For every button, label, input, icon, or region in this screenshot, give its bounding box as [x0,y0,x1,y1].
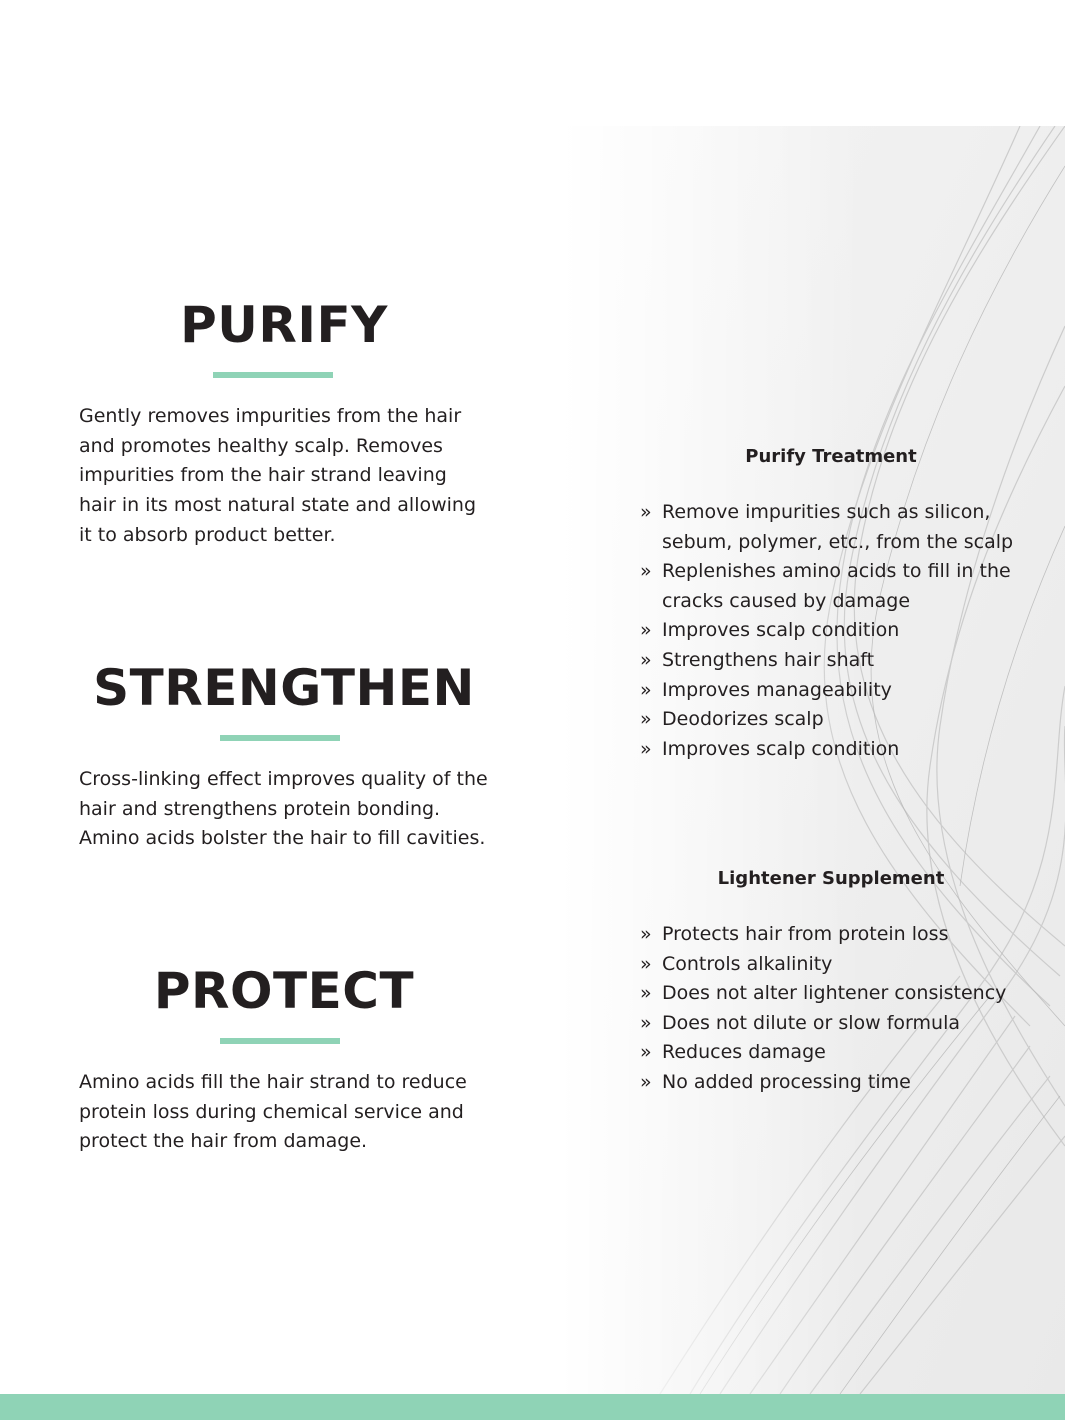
purify-description: Gently removes impurities from the hair and promotes healthy scalp. Removes impurities from the hair strand leaving hair in its most natural state and allowing it to absorb product better. [79,405,477,546]
list-heading: Lightener Supplement [717,868,945,889]
list-item-text: Protects hair from protein loss [662,923,949,945]
bullet-icon: » [640,501,652,523]
list-item [640,950,1040,980]
strengthen-heading: STRENGTHEN [93,659,475,717]
accent-divider [213,372,333,378]
bullet-icon: » [640,560,652,583]
purify-treatment-list [640,446,1040,764]
bullet-icon: » [640,648,652,671]
list-item [640,646,1040,676]
list-item-text: Does not alter lightener consistency [662,982,1007,1005]
list-item [640,676,1040,706]
list-item-text: Reduces damage [662,1041,826,1064]
bottom-accent-bar [0,1394,1065,1420]
list-item-text: Improves scalp condition [662,619,900,642]
list-heading: Purify Treatment [745,446,917,467]
bullet-icon: » [640,1070,652,1093]
list-item [640,557,1040,616]
bullet-icon: » [640,678,652,701]
protect-section [79,962,489,1157]
protect-heading: PROTECT [153,962,415,1020]
bullet-icon: » [640,737,652,760]
list-item [640,498,1040,557]
strengthen-description: Cross-linking effect improves quality of the hair and strengthens protein bonding. Amino acids bolster the hair to fill cavities. [79,768,488,850]
bullet-icon: » [640,619,652,642]
list-item-text: Replenishes amino acids to fill in the cracks caused by damage [662,560,1011,612]
list-item [640,616,1040,646]
bullet-icon: » [640,923,652,945]
list-item-text: Remove impurities such as silicon, sebum, polymer, etc., from the scalp [662,501,1014,553]
list-item [640,979,1040,1009]
bullet-icon: » [640,1011,652,1034]
accent-divider [220,1038,340,1044]
bullet-icon: » [640,952,652,975]
list-item [640,705,1040,735]
protect-description: Amino acids fill the hair strand to reduce protein loss during chemical service and protect the hair from damage. [79,1071,467,1153]
list-item-text: Controls alkalinity [662,952,833,975]
list-item-text: Improves scalp condition [662,737,900,760]
bullet-icon: » [640,1041,652,1064]
purify-section [79,296,489,551]
list-item [640,1009,1040,1039]
list-item-text: No added processing time [662,1070,911,1093]
list-item [640,1068,1040,1098]
list-item [640,920,1040,950]
bullet-icon: » [640,708,652,731]
list-item-text: Does not dilute or slow formula [662,1011,960,1034]
list-item-text: Deodorizes scalp [662,708,824,731]
list-item-text: Strengthens hair shaft [662,648,875,671]
list-item [640,735,1040,765]
accent-divider [220,735,340,741]
lightener-supplement-list [640,868,1040,1098]
list-item-text: Improves manageability [662,678,892,701]
strengthen-section [79,659,489,854]
list-item [640,1038,1040,1068]
purify-heading: PURIFY [180,296,388,354]
bullet-icon: » [640,982,652,1005]
